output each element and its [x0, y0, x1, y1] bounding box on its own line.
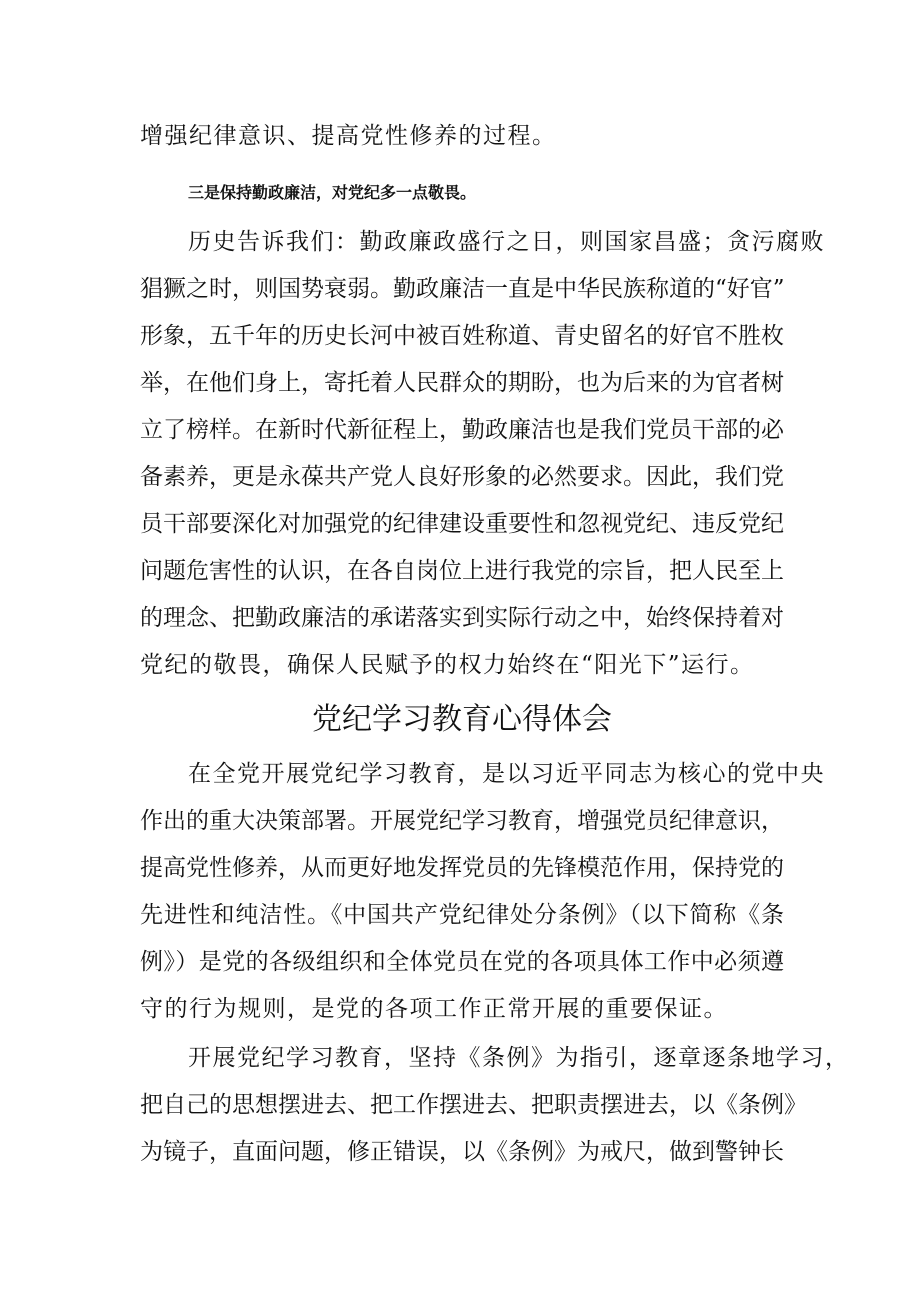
paragraph-line: 守的行为规则，是党的各项工作正常开展的重要保证。	[140, 996, 728, 1022]
carry-over-line: 增强纪律意识、提高党性修养的过程。	[140, 123, 557, 149]
section-heading: 三是保持勤政廉洁，对党纪多一点敬畏。	[188, 183, 477, 202]
article-title: 党纪学习教育心得体会	[312, 702, 612, 737]
paragraph-line: 提高党性修养，从而更好地发挥党员的先锋模范作用，保持党的	[140, 855, 784, 881]
paragraph-line: 开展党纪学习教育，坚持《条例》为指引，逐章逐条地学习，	[188, 1045, 850, 1071]
paragraph-line: 猖獗之时，则国势衰弱。勤政廉洁一直是中华民族称道的“好官”	[140, 276, 785, 302]
paragraph-line: 作出的重大决策部署。开展党纪学习教育，增强党员纪律意识，	[140, 808, 784, 834]
paragraph-line: 在全党开展党纪学习教育，是以习近平同志为核心的党中央	[188, 761, 825, 787]
paragraph-line: 备素养，更是永葆共产党人良好形象的必然要求。因此，我们党	[140, 464, 784, 490]
paragraph-line: 问题危害性的认识，在各自岗位上进行我党的宗旨，把人民至上	[140, 558, 784, 584]
paragraph-line: 的理念、把勤政廉洁的承诺落实到实际行动之中，始终保持着对	[140, 605, 784, 631]
paragraph-line: 形象，五千年的历史长河中被百姓称道、青史留名的好官不胜枚	[140, 323, 784, 349]
paragraph-line: 为镜子，直面问题，修正错误，以《条例》为戒尺，做到警钟长	[140, 1139, 784, 1165]
paragraph-line: 员干部要深化对加强党的纪律建设重要性和忽视党纪、违反党纪	[140, 511, 784, 537]
paragraph-line: 立了榜样。在新时代新征程上，勤政廉洁也是我们党员干部的必	[140, 417, 784, 443]
paragraph-line: 先进性和纯洁性。《中国共产党纪律处分条例》（以下简称《条	[140, 902, 784, 928]
paragraph-line: 举，在他们身上，寄托着人民群众的期盼，也为后来的为官者树	[140, 370, 784, 396]
paragraph-line: 把自己的思想摆进去、把工作摆进去、把职责摆进去，以《条例》	[140, 1092, 807, 1118]
paragraph-line: 历史告诉我们：勤政廉政盛行之日，则国家昌盛；贪污腐败	[188, 229, 825, 255]
paragraph-line: 例》）是党的各级组织和全体党员在党的各项具体工作中必须遵	[140, 949, 784, 975]
paragraph-line: 党纪的敬畏，确保人民赋予的权力始终在“阳光下”运行。	[140, 652, 755, 678]
